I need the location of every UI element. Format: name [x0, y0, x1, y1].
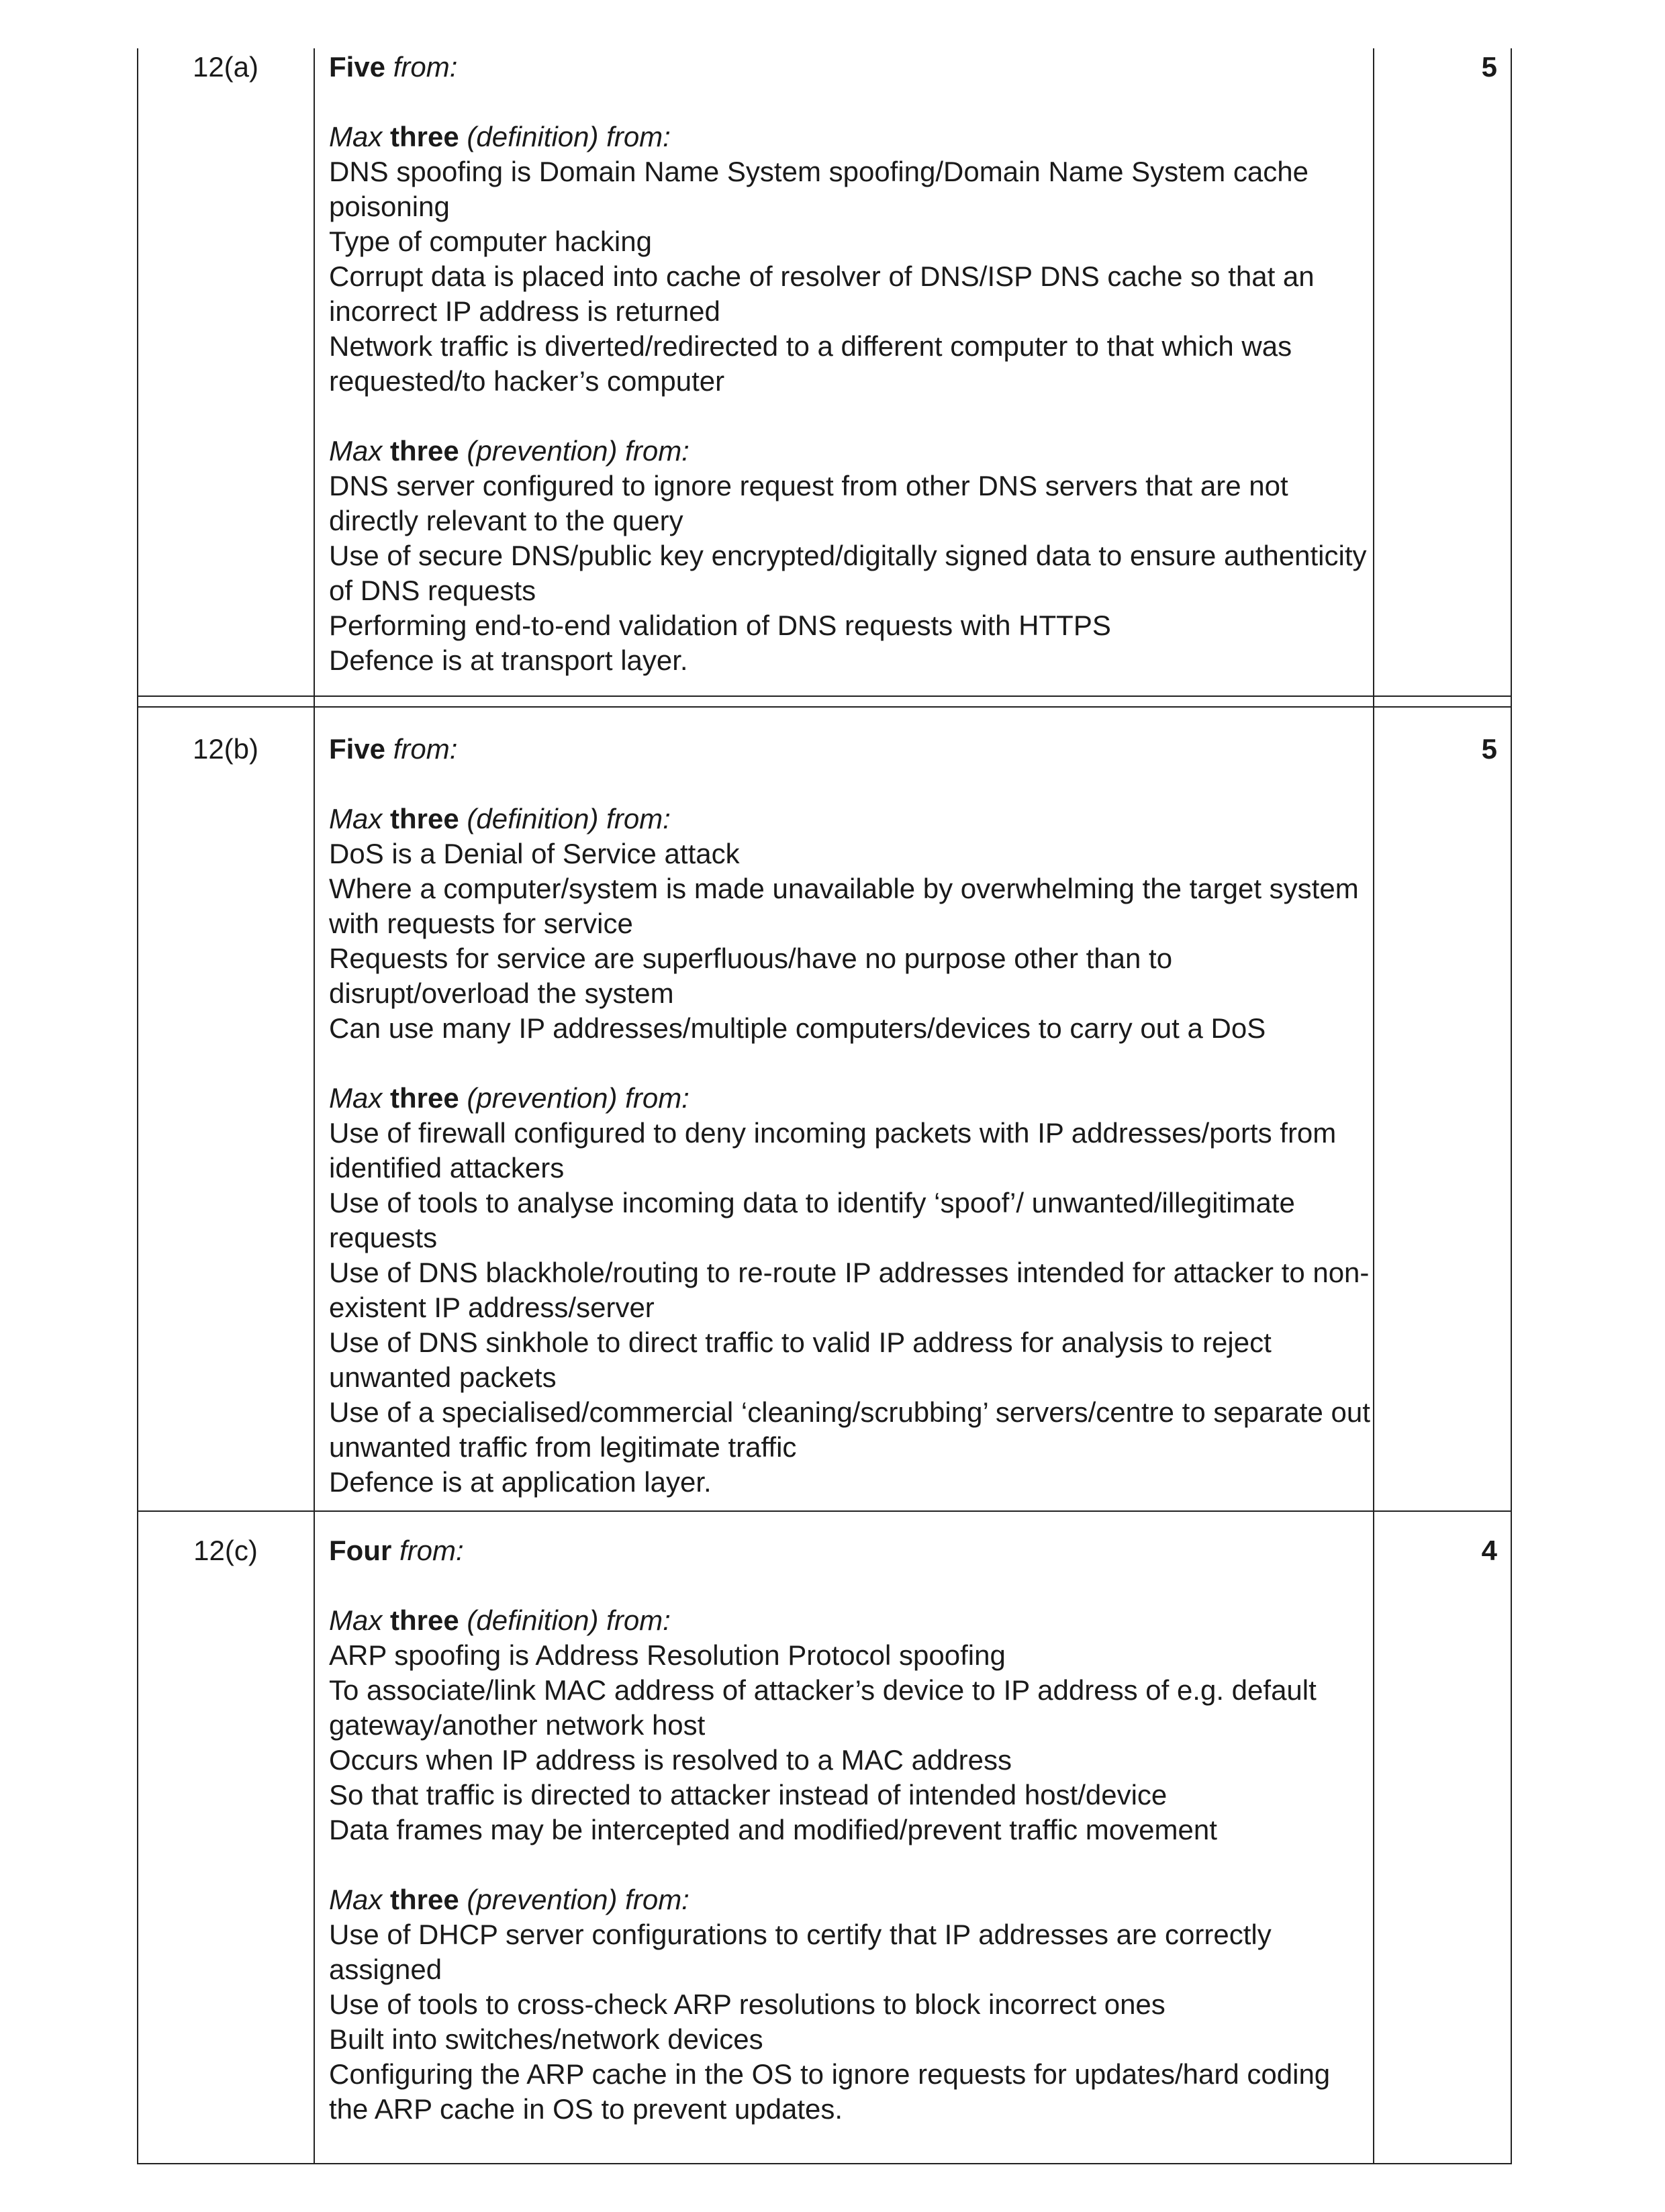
answer-point: Can use many IP addresses/multiple computers/devices to carry out a DoS	[329, 1012, 1266, 1044]
answer-point: DoS is a Denial of Service attack	[329, 838, 740, 869]
definition-block	[329, 119, 1376, 399]
definition-block	[329, 1603, 1376, 1847]
table-border-bottom	[137, 2163, 1512, 2164]
answer-point: Data frames may be intercepted and modified/prevent traffic movement	[329, 1814, 1217, 1845]
answer-point: DNS server configured to ignore request from other DNS servers that are not directly relevant to the query	[329, 470, 1296, 536]
answer-point: Where a computer/system is made unavailable by overwhelming the target system with requests for service	[329, 873, 1367, 939]
answer-point: Use of DNS sinkhole to direct traffic to valid IP address for analysis to reject unwanted packets	[329, 1327, 1280, 1393]
answer-header-rest: from:	[399, 1535, 464, 1566]
answer-point: DNS spoofing is Domain Name System spoofing/Domain Name System cache poisoning	[329, 156, 1317, 222]
answer-point: To associate/link MAC address of attacker’s device to IP address of e.g. default gateway/another network host	[329, 1674, 1325, 1741]
marks-value: 4	[1481, 1535, 1497, 1566]
answer-point: Defence is at transport layer.	[329, 644, 688, 676]
table-border-left	[137, 48, 138, 2164]
answer-point: Configuring the ARP cache in the OS to ignore requests for updates/hard coding the ARP cache in OS to prevent updates.	[329, 2058, 1338, 2125]
block-heading-post: (definition) from:	[467, 1604, 671, 1636]
row-divider-double-bottom	[137, 706, 1512, 708]
answer-point: Corrupt data is placed into cache of resolver of DNS/ISP DNS cache so that an incorrect IP address is returned	[329, 260, 1323, 327]
marks-value: 5	[1481, 733, 1497, 765]
prevention-block	[329, 1882, 1376, 2127]
answer-point: Requests for service are superfluous/have no purpose other than to disrupt/overload the system	[329, 943, 1180, 1009]
answer-point: Defence is at application layer.	[329, 1466, 712, 1498]
block-heading-post: (definition) from:	[467, 803, 671, 834]
answer-header	[329, 1533, 1376, 1568]
answer-point: Use of secure DNS/public key encrypted/digitally signed data to ensure authenticity of DNS requests	[329, 540, 1375, 606]
block-heading-pre: Max	[329, 1082, 383, 1114]
block-heading-pre: Max	[329, 1604, 383, 1636]
block-heading-pre: Max	[329, 1884, 383, 1915]
row-divider	[137, 1510, 1512, 1512]
answer-cell	[329, 1533, 1376, 2127]
answer-point: Network traffic is diverted/redirected to a different computer to that which was requested/to hacker’s computer	[329, 330, 1300, 397]
marks-value: 5	[1481, 51, 1497, 83]
answer-header-rest: from:	[393, 733, 458, 765]
answer-header	[329, 50, 1376, 85]
prevention-block	[329, 434, 1376, 678]
answer-point: Built into switches/network devices	[329, 2023, 763, 2055]
block-heading-bold: three	[390, 435, 459, 467]
row-divider-double-top	[137, 695, 1512, 697]
answer-point: Performing end-to-end validation of DNS requests with HTTPS	[329, 610, 1111, 641]
column-divider-question	[314, 48, 315, 2164]
block-heading-bold: three	[390, 1604, 459, 1636]
answer-cell	[329, 732, 1376, 1500]
answer-point: Use of tools to analyse incoming data to identify ‘spoof’/ unwanted/illegitimate requests	[329, 1187, 1303, 1253]
block-heading-pre: Max	[329, 435, 383, 467]
answer-point: Occurs when IP address is resolved to a MAC address	[329, 1744, 1012, 1776]
prevention-block	[329, 1081, 1376, 1500]
answer-point: Use of a specialised/commercial ‘cleaning/scrubbing’ servers/centre to separate out unwanted traffic from legitimate traffic	[329, 1396, 1378, 1463]
block-heading-post: (prevention) from:	[467, 1082, 689, 1114]
answer-header	[329, 732, 1376, 767]
question-number: 12(b)	[192, 733, 259, 765]
table-border-right	[1511, 48, 1512, 2164]
answer-point: Use of DHCP server configurations to certify that IP addresses are correctly assigned	[329, 1919, 1280, 1985]
answer-point: Use of tools to cross-check ARP resolutions to block incorrect ones	[329, 1988, 1166, 2020]
block-heading-post: (prevention) from:	[467, 1884, 689, 1915]
answer-point: Use of firewall configured to deny incoming packets with IP addresses/ports from identified attackers	[329, 1117, 1344, 1184]
definition-block	[329, 802, 1376, 1046]
answer-point: Use of DNS blackhole/routing to re-route IP addresses intended for attacker to non-existent IP address/server	[329, 1257, 1370, 1323]
block-heading-bold: three	[390, 1884, 459, 1915]
block-heading-pre: Max	[329, 121, 383, 152]
answer-point: ARP spoofing is Address Resolution Protocol spoofing	[329, 1639, 1006, 1671]
block-heading-bold: three	[390, 803, 459, 834]
question-number: 12(c)	[193, 1535, 258, 1566]
answer-count: Five	[329, 51, 386, 83]
block-heading-bold: three	[390, 1082, 459, 1114]
block-heading-bold: three	[390, 121, 459, 152]
answer-cell	[329, 50, 1376, 678]
answer-point: Type of computer hacking	[329, 226, 652, 257]
answer-count: Four	[329, 1535, 392, 1566]
answer-point: So that traffic is directed to attacker instead of intended host/device	[329, 1779, 1168, 1811]
answer-header-rest: from:	[393, 51, 458, 83]
answer-count: Five	[329, 733, 386, 765]
block-heading-pre: Max	[329, 803, 383, 834]
question-number: 12(a)	[192, 51, 259, 83]
block-heading-post: (definition) from:	[467, 121, 671, 152]
block-heading-post: (prevention) from:	[467, 435, 689, 467]
